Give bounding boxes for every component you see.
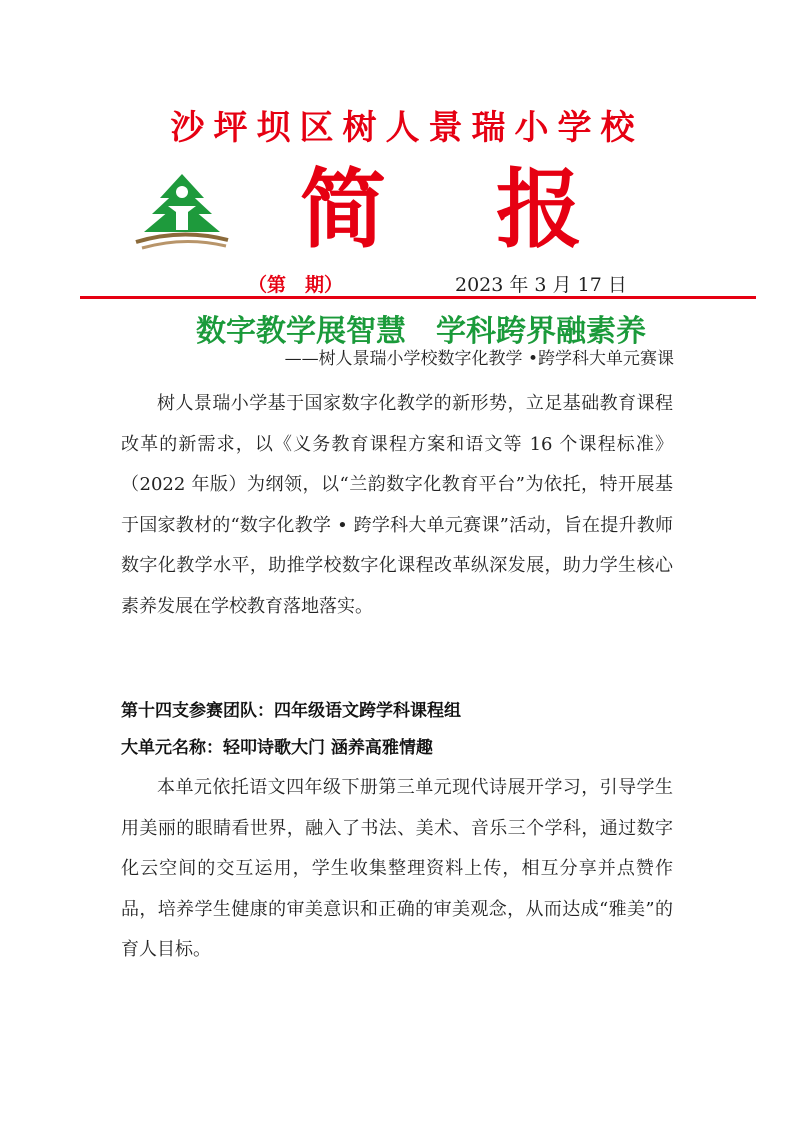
issue-date: 2023 年 3 月 17 日 (455, 274, 627, 296)
bulletin-title (300, 160, 600, 260)
bulletin-title-char-2: 报 (496, 159, 582, 260)
bulletin-title-char-1: 简 (300, 159, 386, 260)
school-name: 沙坪坝区树人景瑞小学校 (170, 108, 644, 148)
intro-paragraph: 树人景瑞小学基于国家数字化教学的新形势，立足基础教育课程改革的新需求，以《义务教育课程方案和语文等 16 个课程标准》（2022 年版）为纲领，以“兰韵数字化教育平台”为依托，特开展基于国家教材的“数字化教学 • 跨学科大单元赛课”活动，旨在提升教师数字化教学水平，助推学校数字化课程改革纵深发展，助力学生核心素养发展在学校教育落地落实。 (121, 393, 673, 617)
article-subtitle: ——树人景瑞小学校数字化教学 •跨学科大单元赛课 (284, 349, 674, 369)
tree-logo-icon (132, 172, 232, 252)
header-divider (80, 296, 756, 299)
unit-heading: 大单元名称：轻叩诗歌大门 涵养高雅情趣 (121, 738, 433, 758)
issue-number: （第 期） (248, 274, 344, 296)
article-headline: 数字教学展智慧 学科跨界融素养 (196, 314, 646, 349)
unit-paragraph: 本单元依托语文四年级下册第三单元现代诗展开学习，引导学生用美丽的眼睛看世界，融入了书法、美术、音乐三个学科，通过数字化云空间的交互运用，学生收集整理资料上传，相互分享并点赞作品，培养学生健康的审美意识和正确的审美观念，从而达成“雅美”的育人目标。 (121, 777, 673, 961)
team-heading: 第十四支参赛团队：四年级语文跨学科课程组 (121, 701, 461, 721)
